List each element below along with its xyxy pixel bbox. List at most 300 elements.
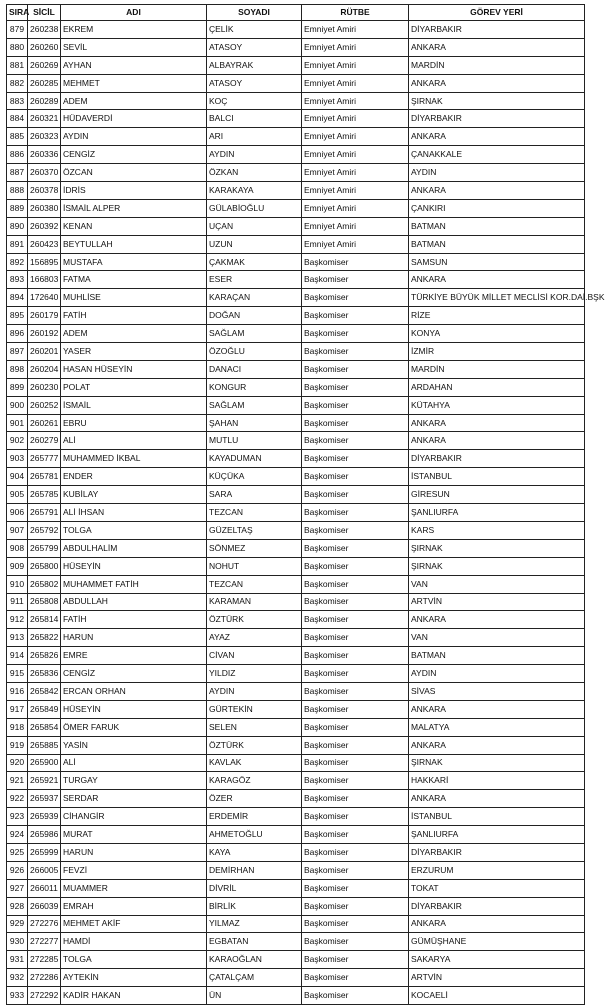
cell-gorev: KOCAELİ xyxy=(409,987,585,1005)
table-row xyxy=(7,861,585,879)
cell-rutbe: Başkomiser xyxy=(302,396,409,414)
cell-gorev: RİZE xyxy=(409,307,585,325)
cell-sicil: 272285 xyxy=(28,951,61,969)
cell-adi: MUHAMMED İKBAL xyxy=(61,450,207,468)
table-row xyxy=(7,21,585,39)
table-row xyxy=(7,486,585,504)
cell-gorev: BATMAN xyxy=(409,647,585,665)
table-row xyxy=(7,593,585,611)
cell-gorev: GÜMÜŞHANE xyxy=(409,933,585,951)
cell-soyadi: ÇAKMAK xyxy=(207,253,302,271)
cell-rutbe: Başkomiser xyxy=(302,289,409,307)
cell-sicil: 265802 xyxy=(28,575,61,593)
cell-soyadi: AYDIN xyxy=(207,146,302,164)
cell-sicil: 265791 xyxy=(28,504,61,522)
cell-rutbe: Emniyet Amiri xyxy=(302,92,409,110)
cell-gorev: TÜRKİYE BÜYÜK MİLLET MECLİSİ KOR.DAİ.BŞK xyxy=(409,289,585,307)
cell-adi: ALİ xyxy=(61,432,207,450)
cell-sira: 917 xyxy=(7,700,28,718)
cell-sicil: 265939 xyxy=(28,808,61,826)
cell-sira: 916 xyxy=(7,682,28,700)
cell-soyadi: SAĞLAM xyxy=(207,396,302,414)
cell-gorev: ŞANLIURFA xyxy=(409,826,585,844)
cell-soyadi: GÜRTEKİN xyxy=(207,700,302,718)
cell-sira: 885 xyxy=(7,128,28,146)
cell-gorev: ÇANKIRI xyxy=(409,199,585,217)
cell-adi: HAMDİ xyxy=(61,933,207,951)
cell-gorev: KARS xyxy=(409,521,585,539)
cell-sira: 888 xyxy=(7,182,28,200)
cell-adi: CENGİZ xyxy=(61,146,207,164)
cell-adi: EMRAH xyxy=(61,897,207,915)
cell-soyadi: SÖNMEZ xyxy=(207,539,302,557)
cell-gorev: SAKARYA xyxy=(409,951,585,969)
cell-sicil: 272277 xyxy=(28,933,61,951)
cell-rutbe: Emniyet Amiri xyxy=(302,56,409,74)
cell-sira: 896 xyxy=(7,325,28,343)
cell-gorev: KÜTAHYA xyxy=(409,396,585,414)
cell-gorev: SİVAS xyxy=(409,682,585,700)
table-row xyxy=(7,700,585,718)
cell-rutbe: Başkomiser xyxy=(302,450,409,468)
table-row xyxy=(7,539,585,557)
cell-rutbe: Başkomiser xyxy=(302,933,409,951)
table-row xyxy=(7,271,585,289)
cell-sicil: 156895 xyxy=(28,253,61,271)
cell-sira: 915 xyxy=(7,665,28,683)
cell-soyadi: UÇAN xyxy=(207,217,302,235)
cell-rutbe: Başkomiser xyxy=(302,521,409,539)
table-row xyxy=(7,360,585,378)
cell-sira: 925 xyxy=(7,843,28,861)
cell-soyadi: ARI xyxy=(207,128,302,146)
table-row xyxy=(7,289,585,307)
cell-adi: POLAT xyxy=(61,378,207,396)
cell-adi: MURAT xyxy=(61,826,207,844)
cell-rutbe: Başkomiser xyxy=(302,915,409,933)
table-row xyxy=(7,325,585,343)
cell-soyadi: TEZCAN xyxy=(207,504,302,522)
cell-sira: 907 xyxy=(7,521,28,539)
cell-sira: 928 xyxy=(7,897,28,915)
cell-soyadi: UZUN xyxy=(207,235,302,253)
cell-sira: 906 xyxy=(7,504,28,522)
cell-rutbe: Emniyet Amiri xyxy=(302,21,409,39)
cell-gorev: AYDIN xyxy=(409,164,585,182)
cell-gorev: ANKARA xyxy=(409,915,585,933)
cell-gorev: DİYARBAKIR xyxy=(409,897,585,915)
cell-rutbe: Başkomiser xyxy=(302,754,409,772)
cell-rutbe: Başkomiser xyxy=(302,843,409,861)
cell-sira: 897 xyxy=(7,343,28,361)
cell-adi: FATİH xyxy=(61,611,207,629)
cell-sicil: 260378 xyxy=(28,182,61,200)
cell-soyadi: CİVAN xyxy=(207,647,302,665)
cell-soyadi: KARAÇAN xyxy=(207,289,302,307)
cell-adi: MUHAMMET FATİH xyxy=(61,575,207,593)
cell-rutbe: Başkomiser xyxy=(302,575,409,593)
cell-soyadi: NOHUT xyxy=(207,557,302,575)
cell-rutbe: Başkomiser xyxy=(302,808,409,826)
cell-adi: HÜSEYİN xyxy=(61,700,207,718)
cell-soyadi: ŞAHAN xyxy=(207,414,302,432)
cell-rutbe: Başkomiser xyxy=(302,271,409,289)
cell-adi: ALİ İHSAN xyxy=(61,504,207,522)
table-row xyxy=(7,754,585,772)
cell-sicil: 265854 xyxy=(28,718,61,736)
cell-adi: FEVZİ xyxy=(61,861,207,879)
cell-rutbe: Başkomiser xyxy=(302,987,409,1005)
cell-gorev: ANKARA xyxy=(409,182,585,200)
cell-rutbe: Başkomiser xyxy=(302,611,409,629)
cell-soyadi: AHMETOĞLU xyxy=(207,826,302,844)
table-row xyxy=(7,92,585,110)
cell-rutbe: Başkomiser xyxy=(302,772,409,790)
table-row xyxy=(7,772,585,790)
cell-sicil: 265799 xyxy=(28,539,61,557)
header-soyadi: SOYADI xyxy=(207,5,302,21)
cell-sira: 894 xyxy=(7,289,28,307)
cell-adi: CİHANGİR xyxy=(61,808,207,826)
cell-rutbe: Başkomiser xyxy=(302,414,409,432)
cell-sicil: 260323 xyxy=(28,128,61,146)
cell-adi: FATİH xyxy=(61,307,207,325)
cell-soyadi: EGBATAN xyxy=(207,933,302,951)
cell-adi: TOLGA xyxy=(61,951,207,969)
cell-adi: İDRİS xyxy=(61,182,207,200)
cell-soyadi: DANACI xyxy=(207,360,302,378)
cell-gorev: ŞANLIURFA xyxy=(409,504,585,522)
cell-adi: ADEM xyxy=(61,92,207,110)
cell-rutbe: Emniyet Amiri xyxy=(302,217,409,235)
table-row xyxy=(7,987,585,1005)
cell-soyadi: ÖZER xyxy=(207,790,302,808)
cell-sicil: 265900 xyxy=(28,754,61,772)
cell-adi: EBRU xyxy=(61,414,207,432)
cell-sira: 879 xyxy=(7,21,28,39)
table-row xyxy=(7,611,585,629)
cell-sicil: 260179 xyxy=(28,307,61,325)
cell-adi: YASİN xyxy=(61,736,207,754)
cell-gorev: ANKARA xyxy=(409,271,585,289)
cell-soyadi: DİVRİL xyxy=(207,879,302,897)
cell-soyadi: GÜZELTAŞ xyxy=(207,521,302,539)
cell-rutbe: Başkomiser xyxy=(302,718,409,736)
cell-gorev: ANKARA xyxy=(409,700,585,718)
table-row xyxy=(7,56,585,74)
cell-adi: MEHMET AKİF xyxy=(61,915,207,933)
cell-rutbe: Emniyet Amiri xyxy=(302,128,409,146)
cell-soyadi: DEMİRHAN xyxy=(207,861,302,879)
cell-sira: 889 xyxy=(7,199,28,217)
cell-adi: TOLGA xyxy=(61,521,207,539)
table-row xyxy=(7,38,585,56)
cell-sira: 933 xyxy=(7,987,28,1005)
cell-adi: HARUN xyxy=(61,843,207,861)
cell-sira: 921 xyxy=(7,772,28,790)
cell-gorev: DİYARBAKIR xyxy=(409,450,585,468)
table-row xyxy=(7,110,585,128)
cell-adi: HÜDAVERDİ xyxy=(61,110,207,128)
cell-gorev: ANKARA xyxy=(409,736,585,754)
cell-soyadi: ESER xyxy=(207,271,302,289)
cell-sicil: 265800 xyxy=(28,557,61,575)
table-row xyxy=(7,843,585,861)
cell-sira: 880 xyxy=(7,38,28,56)
cell-gorev: ŞIRNAK xyxy=(409,539,585,557)
cell-rutbe: Başkomiser xyxy=(302,486,409,504)
cell-soyadi: BALCI xyxy=(207,110,302,128)
cell-sicil: 265836 xyxy=(28,665,61,683)
cell-rutbe: Başkomiser xyxy=(302,307,409,325)
cell-soyadi: YILMAZ xyxy=(207,915,302,933)
cell-sira: 912 xyxy=(7,611,28,629)
cell-adi: TURGAY xyxy=(61,772,207,790)
cell-sicil: 265792 xyxy=(28,521,61,539)
cell-sira: 892 xyxy=(7,253,28,271)
table-row xyxy=(7,182,585,200)
cell-gorev: İSTANBUL xyxy=(409,808,585,826)
cell-soyadi: YILDIZ xyxy=(207,665,302,683)
cell-sicil: 166803 xyxy=(28,271,61,289)
cell-sira: 909 xyxy=(7,557,28,575)
table-row xyxy=(7,575,585,593)
table-row xyxy=(7,450,585,468)
cell-sira: 914 xyxy=(7,647,28,665)
cell-sira: 931 xyxy=(7,951,28,969)
cell-gorev: ARTVİN xyxy=(409,969,585,987)
cell-sicil: 266011 xyxy=(28,879,61,897)
cell-gorev: ARDAHAN xyxy=(409,378,585,396)
cell-rutbe: Başkomiser xyxy=(302,432,409,450)
cell-rutbe: Emniyet Amiri xyxy=(302,235,409,253)
cell-sira: 904 xyxy=(7,468,28,486)
table-row xyxy=(7,432,585,450)
cell-gorev: ŞIRNAK xyxy=(409,92,585,110)
cell-soyadi: SELEN xyxy=(207,718,302,736)
cell-soyadi: KAVLAK xyxy=(207,754,302,772)
cell-soyadi: ÖZTÜRK xyxy=(207,736,302,754)
cell-rutbe: Emniyet Amiri xyxy=(302,164,409,182)
cell-sicil: 266005 xyxy=(28,861,61,879)
cell-gorev: İZMİR xyxy=(409,343,585,361)
cell-sicil: 272276 xyxy=(28,915,61,933)
cell-sicil: 265842 xyxy=(28,682,61,700)
cell-adi: FATMA xyxy=(61,271,207,289)
header-sicil: SİCİL xyxy=(28,5,61,21)
cell-sicil: 172640 xyxy=(28,289,61,307)
cell-gorev: AYDIN xyxy=(409,665,585,683)
cell-rutbe: Emniyet Amiri xyxy=(302,146,409,164)
header-sira: SIRA xyxy=(7,5,28,21)
cell-sira: 905 xyxy=(7,486,28,504)
cell-sira: 910 xyxy=(7,575,28,593)
cell-sicil: 260423 xyxy=(28,235,61,253)
table-row xyxy=(7,468,585,486)
cell-sira: 911 xyxy=(7,593,28,611)
cell-rutbe: Emniyet Amiri xyxy=(302,199,409,217)
cell-gorev: ARTVİN xyxy=(409,593,585,611)
cell-sicil: 260252 xyxy=(28,396,61,414)
cell-adi: AYTEKİN xyxy=(61,969,207,987)
cell-soyadi: MUTLU xyxy=(207,432,302,450)
cell-gorev: ANKARA xyxy=(409,611,585,629)
cell-rutbe: Başkomiser xyxy=(302,736,409,754)
cell-sira: 929 xyxy=(7,915,28,933)
cell-sicil: 265885 xyxy=(28,736,61,754)
cell-rutbe: Başkomiser xyxy=(302,360,409,378)
cell-gorev: ŞIRNAK xyxy=(409,557,585,575)
cell-sira: 883 xyxy=(7,92,28,110)
cell-rutbe: Emniyet Amiri xyxy=(302,110,409,128)
cell-gorev: VAN xyxy=(409,629,585,647)
table-row xyxy=(7,128,585,146)
cell-sicil: 260392 xyxy=(28,217,61,235)
cell-sira: 908 xyxy=(7,539,28,557)
cell-adi: AYHAN xyxy=(61,56,207,74)
cell-adi: ÖMER FARUK xyxy=(61,718,207,736)
cell-sira: 932 xyxy=(7,969,28,987)
cell-adi: HASAN HÜSEYİN xyxy=(61,360,207,378)
cell-adi: ÖZCAN xyxy=(61,164,207,182)
cell-soyadi: GÜLABİOĞLU xyxy=(207,199,302,217)
cell-sira: 913 xyxy=(7,629,28,647)
table-row xyxy=(7,414,585,432)
cell-sicil: 272292 xyxy=(28,987,61,1005)
cell-gorev: MARDİN xyxy=(409,360,585,378)
cell-sira: 886 xyxy=(7,146,28,164)
cell-sira: 901 xyxy=(7,414,28,432)
cell-sicil: 265921 xyxy=(28,772,61,790)
cell-adi: SEVİL xyxy=(61,38,207,56)
cell-sicil: 272286 xyxy=(28,969,61,987)
table-body xyxy=(7,21,605,1005)
cell-sicil: 265777 xyxy=(28,450,61,468)
table-row xyxy=(7,665,585,683)
cell-sira: 890 xyxy=(7,217,28,235)
cell-soyadi: ÖZTÜRK xyxy=(207,611,302,629)
cell-sicil: 266039 xyxy=(28,897,61,915)
header-rutbe: RÜTBE xyxy=(302,5,409,21)
cell-soyadi: KAYADUMAN xyxy=(207,450,302,468)
cell-adi: İSMAİL ALPER xyxy=(61,199,207,217)
table-row xyxy=(7,736,585,754)
cell-sira: 922 xyxy=(7,790,28,808)
cell-gorev: İSTANBUL xyxy=(409,468,585,486)
cell-adi: HARUN xyxy=(61,629,207,647)
table-row xyxy=(7,682,585,700)
table-header xyxy=(7,5,585,21)
cell-rutbe: Başkomiser xyxy=(302,468,409,486)
table-row xyxy=(7,164,585,182)
cell-adi: ADEM xyxy=(61,325,207,343)
header-adi: ADI xyxy=(61,5,207,21)
table-row xyxy=(7,146,585,164)
cell-gorev: DİYARBAKIR xyxy=(409,843,585,861)
cell-soyadi: DOĞAN xyxy=(207,307,302,325)
cell-adi: ERCAN ORHAN xyxy=(61,682,207,700)
cell-soyadi: TEZCAN xyxy=(207,575,302,593)
cell-soyadi: KAYA xyxy=(207,843,302,861)
cell-rutbe: Başkomiser xyxy=(302,378,409,396)
cell-gorev: BATMAN xyxy=(409,235,585,253)
cell-adi: KENAN xyxy=(61,217,207,235)
table-row xyxy=(7,808,585,826)
cell-sira: 887 xyxy=(7,164,28,182)
table-row xyxy=(7,933,585,951)
cell-sicil: 265999 xyxy=(28,843,61,861)
cell-sira: 927 xyxy=(7,879,28,897)
cell-gorev: SAMSUN xyxy=(409,253,585,271)
table-row xyxy=(7,74,585,92)
cell-sicil: 265822 xyxy=(28,629,61,647)
personnel-table xyxy=(6,4,605,1005)
table-row xyxy=(7,199,585,217)
table-row xyxy=(7,969,585,987)
cell-soyadi: KARAGÖZ xyxy=(207,772,302,790)
cell-gorev: DİYARBAKIR xyxy=(409,21,585,39)
cell-sicil: 260201 xyxy=(28,343,61,361)
cell-rutbe: Başkomiser xyxy=(302,897,409,915)
table-row xyxy=(7,235,585,253)
cell-soyadi: KARAMAN xyxy=(207,593,302,611)
cell-rutbe: Başkomiser xyxy=(302,682,409,700)
cell-sicil: 260370 xyxy=(28,164,61,182)
cell-gorev: MARDİN xyxy=(409,56,585,74)
cell-sira: 924 xyxy=(7,826,28,844)
cell-rutbe: Başkomiser xyxy=(302,879,409,897)
table-row xyxy=(7,504,585,522)
table-row xyxy=(7,629,585,647)
cell-soyadi: ÇATALÇAM xyxy=(207,969,302,987)
cell-rutbe: Başkomiser xyxy=(302,253,409,271)
cell-adi: ABDULLAH xyxy=(61,593,207,611)
cell-gorev: ANKARA xyxy=(409,432,585,450)
cell-rutbe: Emniyet Amiri xyxy=(302,74,409,92)
table-row xyxy=(7,253,585,271)
cell-adi: EKREM xyxy=(61,21,207,39)
cell-sira: 926 xyxy=(7,861,28,879)
cell-sicil: 265986 xyxy=(28,826,61,844)
cell-sira: 891 xyxy=(7,235,28,253)
cell-gorev: HAKKARİ xyxy=(409,772,585,790)
cell-rutbe: Başkomiser xyxy=(302,665,409,683)
cell-soyadi: KARAKAYA xyxy=(207,182,302,200)
table-row xyxy=(7,915,585,933)
cell-sira: 902 xyxy=(7,432,28,450)
cell-rutbe: Başkomiser xyxy=(302,700,409,718)
cell-rutbe: Başkomiser xyxy=(302,593,409,611)
cell-rutbe: Başkomiser xyxy=(302,790,409,808)
cell-adi: MUHLİSE xyxy=(61,289,207,307)
cell-rutbe: Başkomiser xyxy=(302,325,409,343)
cell-soyadi: ÜN xyxy=(207,987,302,1005)
cell-sicil: 260380 xyxy=(28,199,61,217)
cell-rutbe: Başkomiser xyxy=(302,343,409,361)
cell-sicil: 260261 xyxy=(28,414,61,432)
cell-sira: 923 xyxy=(7,808,28,826)
cell-soyadi: ATASOY xyxy=(207,74,302,92)
table-row xyxy=(7,217,585,235)
cell-adi: MEHMET xyxy=(61,74,207,92)
cell-soyadi: ATASOY xyxy=(207,38,302,56)
header-gorev-yeri: GÖREV YERİ xyxy=(409,5,585,21)
cell-sira: 920 xyxy=(7,754,28,772)
table-row xyxy=(7,897,585,915)
table-row xyxy=(7,343,585,361)
cell-adi: AYDIN xyxy=(61,128,207,146)
table-row xyxy=(7,557,585,575)
